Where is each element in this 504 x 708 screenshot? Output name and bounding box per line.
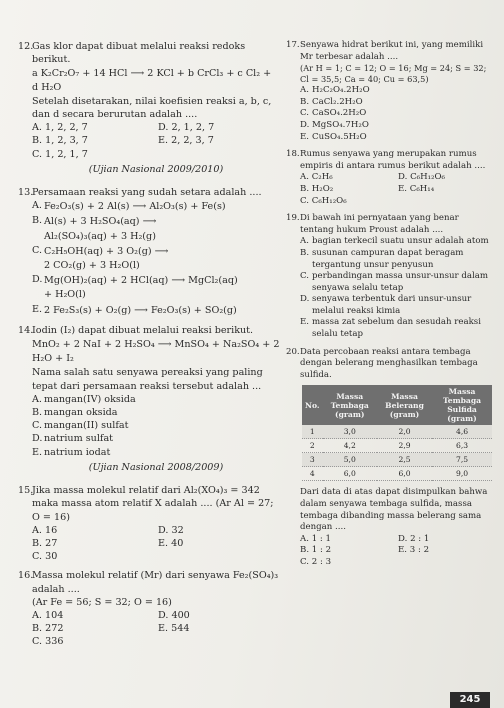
table-cell: 3	[302, 453, 323, 467]
option-d[interactable]: D. natrium sulfat	[32, 433, 114, 445]
reaction-equation-line-1: MnO₂ + 2 NaI + 2 H₂SO₄ ⟶ MnSO₄ + Na₂SO₄ + 2	[32, 339, 280, 351]
option-b[interactable]: B. CaCl₂.2H₂O	[300, 96, 363, 107]
option-e[interactable]: E. natrium iodat	[32, 446, 111, 458]
option-e[interactable]: E. 2 Fe₂S₃(s) + O₂(g) ⟶ Fe₂O₃(s) + SO₂(g)	[32, 303, 237, 316]
option-b[interactable]: B. susunan campuran dapat beragam tergantung unsur penyusun	[300, 247, 464, 270]
table-row	[302, 425, 492, 439]
experiment-data-table	[302, 385, 492, 481]
option-c[interactable]: C. CaSO₄.2H₂O	[300, 108, 367, 119]
answer-options	[32, 121, 280, 161]
option-b[interactable]: B. mangan oksida	[32, 407, 118, 419]
option-e[interactable]: E. 3 : 2	[398, 545, 430, 556]
option-a[interactable]: A. 104	[32, 609, 64, 621]
option-c[interactable]: C. 336	[32, 636, 64, 648]
table-cell: 2,9	[377, 439, 432, 453]
question-number: 17.	[286, 40, 300, 50]
table-cell: 2,0	[377, 425, 432, 439]
question-number: 16.	[18, 570, 34, 582]
question-number: 19.	[286, 213, 300, 224]
answer-options	[300, 534, 492, 569]
page-number: 245	[450, 692, 490, 708]
answer-options	[300, 172, 492, 207]
reaction-equation: a K₂Cr₂O₇ + 14 HCl ⟶ 2 KCl + b CrCl₃ + c Cl₂ + d H₂O	[32, 68, 272, 93]
table-cell: 1	[302, 425, 323, 439]
option-d[interactable]: D. 400	[158, 609, 190, 621]
question-prompt: Dari data di atas dapat disimpulkan bahwa dalam senyawa tembaga sulfida, massa tembaga dibanding massa belerang sama dengan ....	[300, 487, 488, 533]
column-header: No.	[302, 385, 323, 425]
option-c[interactable]: C. 1, 2, 1, 7	[32, 148, 88, 160]
option-b[interactable]: B. 1 : 2	[300, 545, 332, 556]
table-cell: 9,0	[432, 467, 492, 481]
option-a[interactable]: A. 1 : 1	[300, 533, 331, 544]
table-row	[302, 439, 492, 453]
table-cell: 3,0	[323, 425, 377, 439]
option-a[interactable]: A. 1, 2, 2, 7	[32, 122, 88, 134]
table-cell: 6,3	[432, 439, 492, 453]
column-header: Massa Tembaga Sulfida (gram)	[432, 385, 492, 425]
option-e[interactable]: E. CuSO₄.5H₂O	[300, 131, 367, 142]
option-e[interactable]: E. 2, 2, 3, 7	[158, 135, 214, 147]
table-cell: 4	[302, 467, 323, 481]
column-header: Massa Tembaga (gram)	[323, 385, 377, 425]
option-e[interactable]: E. 544	[158, 623, 190, 635]
question-15	[18, 484, 280, 563]
question-stem: Gas klor dapat dibuat melalui reaksi redoks berikut.	[32, 41, 246, 66]
option-b[interactable]: B. 272	[32, 623, 64, 635]
option-b[interactable]: B. 1, 2, 3, 7	[32, 135, 88, 147]
given-values: (Ar Fe = 56; S = 32; O = 16)	[32, 596, 172, 608]
question-stem: Iodin (I₂) dapat dibuat melalui reaksi berikut.	[32, 324, 254, 336]
option-a[interactable]: A. H₂C₂O₄.2H₂O	[300, 85, 370, 96]
option-c[interactable]: C. perbandingan massa unsur-unsur dalam senyawa selalu tetap	[300, 271, 489, 293]
question-number: 18.	[286, 149, 300, 160]
option-d[interactable]: D. C₆H₁₂O₆	[398, 172, 445, 183]
question-number: 14.	[18, 324, 34, 336]
table-cell: 5,0	[323, 453, 377, 467]
question-prompt: Setelah disetarakan, nilai koefisien reaksi a, b, c, dan d secara berurutan adalah ....	[32, 95, 272, 121]
column-header: Massa Belerang (gram)	[377, 385, 432, 425]
option-b[interactable]: B. Al(s) + 3 H₂SO₄(aq) ⟶ Al₂(SO₄)₃(aq) + 3 H₂(g)	[32, 215, 157, 242]
option-c[interactable]: C. mangan(II) sulfat	[32, 420, 129, 432]
question-stem: Rumus senyawa yang merupakan rumus empiris di antara rumus berikut adalah ....	[300, 149, 486, 171]
table-row	[302, 453, 492, 467]
question-number: 15.	[18, 485, 34, 497]
option-a[interactable]: A. mangan(IV) oksida	[32, 393, 136, 405]
question-19	[286, 213, 492, 341]
question-18	[286, 149, 492, 207]
option-b[interactable]: B. H₂O₂	[300, 183, 334, 194]
question-stem: Persamaan reaksi yang sudah setara adalah ....	[32, 187, 262, 199]
question-14	[18, 324, 280, 478]
question-stem: Data percobaan reaksi antara tembaga dengan belerang menghasilkan tembaga sulfida.	[300, 346, 478, 380]
option-e[interactable]: E. C₆H₁₄	[398, 183, 435, 194]
question-stem: Massa molekul relatif (Mr) dari senyawa Fe₂(SO₄)₃ adalah ....	[32, 570, 279, 595]
answer-options	[32, 524, 280, 564]
question-stem: Di bawah ini pernyataan yang benar tentang hukum Proust adalah ....	[300, 213, 459, 235]
option-d[interactable]: D. senyawa terbentuk dari unsur-unsur melalui reaksi kimia	[300, 294, 472, 316]
question-13	[18, 186, 280, 318]
option-d[interactable]: D. Mg(OH)₂(aq) + 2 HCl(aq) ⟶ MgCl₂(aq) + H₂O(l)	[32, 274, 238, 301]
given-values: (Ar H = 1; C = 12; O = 16; Mg = 24; S = 32; Cl = 35,5; Ca = 40; Cu = 63,5)	[300, 63, 487, 85]
option-d[interactable]: D. MgSO₄.7H₂O	[300, 119, 369, 130]
table-cell: 6,0	[323, 467, 377, 481]
option-e[interactable]: E. 40	[158, 537, 184, 549]
option-a[interactable]: A. 16	[32, 524, 58, 536]
question-stem: Jika massa molekul relatif dari Al₂(XO₄)₃ = 342 maka massa atom relatif X adalah .... (Ar Al = 27; O = 16)	[32, 485, 274, 523]
exam-source: (Ujian Nasional 2009/2010)	[88, 163, 224, 175]
question-16	[18, 569, 280, 648]
table-cell: 6,0	[377, 467, 432, 481]
reaction-equation-line-2: H₂O + I₂	[32, 353, 74, 365]
question-prompt: Nama salah satu senyawa pereaksi yang paling tepat dari persamaan reaksi tersebut adalah ...	[32, 367, 263, 392]
question-number: 12.	[18, 41, 34, 52]
question-17	[286, 40, 492, 143]
option-d[interactable]: D. 2, 1, 2, 7	[158, 122, 215, 134]
question-stem: Senyawa hidrat berikut ini, yang memiliki Mr terbesar adalah ....	[300, 40, 484, 62]
question-number: 20.	[286, 346, 300, 357]
option-c[interactable]: C. C₂H₅OH(aq) + 3 O₂(g) ⟶ 2 CO₂(g) + 3 H₂O(l)	[32, 244, 169, 272]
table-row	[302, 467, 492, 481]
option-b[interactable]: B. 27	[32, 537, 58, 549]
table-cell: 2	[302, 439, 323, 453]
option-c[interactable]: C. 2 : 3	[300, 557, 332, 567]
option-a[interactable]: A. Fe₂O₃(s) + 2 Al(s) ⟶ Al₂O₃(s) + Fe(s)	[32, 200, 226, 213]
question-20	[286, 347, 492, 569]
answer-options	[32, 609, 280, 649]
table-header-row	[302, 385, 492, 425]
question-12	[18, 40, 280, 180]
table-cell: 4,6	[432, 425, 492, 439]
option-e[interactable]: E. massa zat sebelum dan sesudah reaksi selalu tetap	[300, 317, 481, 340]
question-number: 13.	[18, 187, 34, 199]
option-a[interactable]: A. C₂H₆	[300, 172, 333, 183]
table-cell: 4,2	[323, 439, 377, 453]
option-d[interactable]: D. 32	[158, 524, 184, 536]
option-c[interactable]: C. C₆H₁₂O₆	[300, 195, 347, 206]
table-cell: 7,5	[432, 453, 492, 467]
left-column	[18, 40, 280, 655]
right-column	[286, 40, 492, 575]
option-c[interactable]: C. 30	[32, 551, 58, 563]
option-a[interactable]: A. bagian terkecil suatu unsur adalah atom	[300, 236, 489, 247]
table-cell: 2,5	[377, 453, 432, 467]
option-d[interactable]: D. 2 : 1	[398, 533, 430, 544]
exam-source: (Ujian Nasional 2008/2009)	[88, 461, 224, 473]
